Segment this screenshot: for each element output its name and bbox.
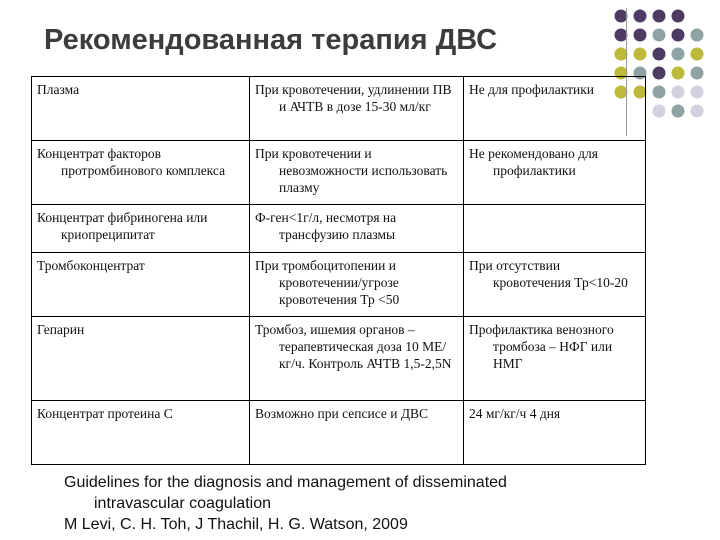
reference-line: Guidelines for the diagnosis and management of disseminated (64, 474, 507, 491)
table-row (32, 317, 646, 401)
table-row (32, 77, 646, 141)
table-cell: При кровотечении, удлинении ПВ и АЧТВ в дозе 15-30 мл/кг (250, 77, 464, 141)
decor-dot (653, 29, 666, 42)
therapy-table (31, 76, 646, 465)
table-cell: Возможно при сепсисе и ДВС (250, 401, 464, 465)
decor-dot (653, 67, 666, 80)
decor-dot (653, 48, 666, 61)
reference-authors: M Levi, C. H. Toh, J Thachil, H. G. Watson, 2009 (64, 516, 408, 533)
table-row (32, 253, 646, 317)
decor-dot (672, 10, 685, 23)
table-cell: Концентрат факторов протромбинового комплекса (32, 141, 250, 205)
decor-dot (672, 29, 685, 42)
table-cell: Не для профилактики (464, 77, 646, 141)
reference-line: intravascular coagulation (94, 495, 271, 512)
table-cell: Ф-ген<1г/л, несмотря на трансфузию плазмы (250, 205, 464, 253)
decor-dot (672, 105, 685, 118)
table-cell (464, 205, 646, 253)
table-cell: 24 мг/кг/ч 4 дня (464, 401, 646, 465)
table-cell: Концентрат протеина С (32, 401, 250, 465)
table-cell: Тромбоконцентрат (32, 253, 250, 317)
reference-citation (64, 472, 507, 535)
decor-dot (634, 10, 647, 23)
decor-dot (634, 48, 647, 61)
decor-dot (672, 86, 685, 99)
table-cell: Концентрат фибриногена или криопреципитат (32, 205, 250, 253)
table-cell: Тромбоз, ишемия органов – терапевтическая доза 10 МЕ/кг/ч. Контроль АЧТВ 1,5-2,5N (250, 317, 464, 401)
decor-dot (653, 86, 666, 99)
decor-dot (691, 67, 704, 80)
decor-dot (634, 29, 647, 42)
slide-title: Рекомендованная терапия ДВС (44, 24, 498, 56)
decor-dot (691, 105, 704, 118)
decor-dot (672, 67, 685, 80)
table-cell: При кровотечении и невозможности использовать плазму (250, 141, 464, 205)
table-cell: Профилактика венозного тромбоза – НФГ или НМГ (464, 317, 646, 401)
table-cell: При отсутствии кровотечения Тр<10-20 (464, 253, 646, 317)
decor-dot (691, 29, 704, 42)
table-row (32, 205, 646, 253)
table-cell: Плазма (32, 77, 250, 141)
table-row (32, 401, 646, 465)
table-cell: Гепарин (32, 317, 250, 401)
decor-dot (653, 105, 666, 118)
table-cell: Не рекомендовано для профилактики (464, 141, 646, 205)
decor-dot (672, 48, 685, 61)
decor-dot (653, 10, 666, 23)
decor-dot (691, 86, 704, 99)
table-row (32, 141, 646, 205)
decor-dot (691, 48, 704, 61)
table-cell: При тромбоцитопении и кровотечении/угрозе кровотечения Тр <50 (250, 253, 464, 317)
